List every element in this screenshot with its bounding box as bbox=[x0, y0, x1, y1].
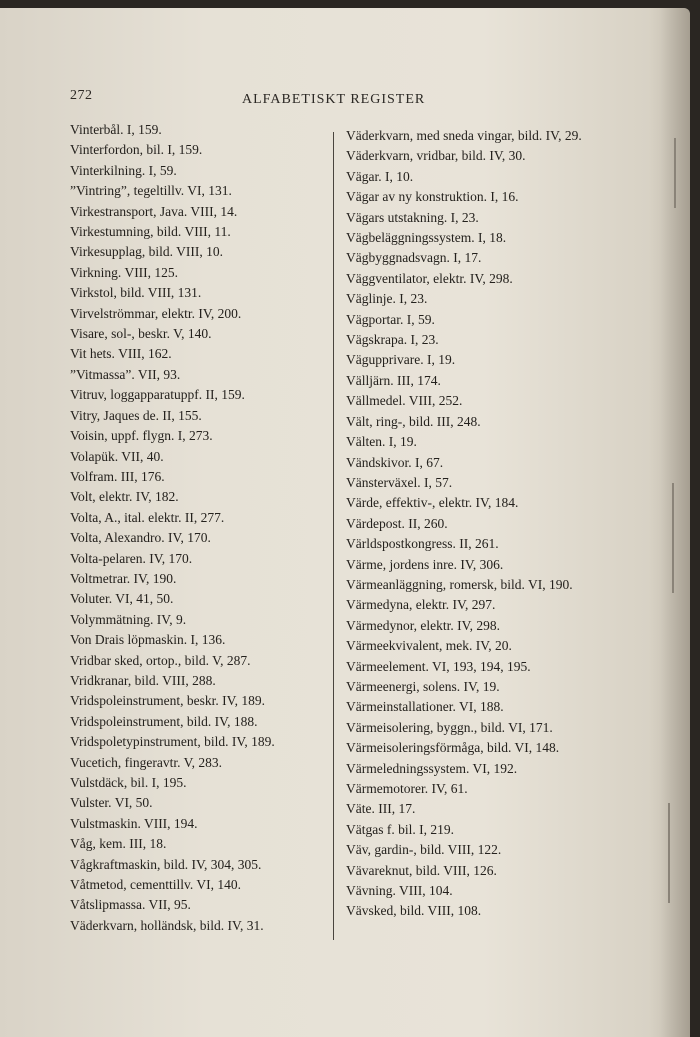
index-entry: Virkestumning, bild. VIII, 11. bbox=[70, 224, 231, 240]
index-entry: Von Drais löpmaskin. I, 136. bbox=[70, 632, 226, 648]
index-entry: Värmedynor, elektr. IV, 298. bbox=[346, 617, 501, 633]
index-entry: Vågkraftmaskin, bild. IV, 304, 305. bbox=[70, 856, 262, 872]
page-number: 272 bbox=[70, 88, 93, 103]
index-entry: Vält, ring-, bild. III, 248. bbox=[346, 413, 481, 429]
index-entry: Världspostkongress. II, 261. bbox=[346, 536, 499, 552]
index-entry: Volfram. III, 176. bbox=[70, 468, 165, 484]
index-entry: Vinterbål. I, 159. bbox=[70, 122, 162, 137]
index-entry: Värmeanläggning, romersk, bild. VI, 190. bbox=[346, 576, 573, 592]
index-entry: Värmemotorer. IV, 61. bbox=[346, 781, 468, 796]
index-entry: Värmeisolering, byggn., bild. VI, 171. bbox=[346, 719, 553, 735]
index-entry: Vägbeläggningssystem. I, 18. bbox=[346, 230, 507, 246]
index-entry: Virvelströmmar, elektr. IV, 200. bbox=[70, 305, 242, 321]
binding-stitch bbox=[674, 138, 676, 208]
index-entry: Vit hets. VIII, 162. bbox=[70, 346, 172, 362]
index-entry: Vävning. VIII, 104. bbox=[346, 883, 453, 899]
binding-stitch bbox=[672, 483, 674, 593]
index-entry: Vändskivor. I, 67. bbox=[346, 454, 444, 470]
index-entry: Välljärn. III, 174. bbox=[346, 372, 441, 388]
index-entry: Vätgas f. bil. I, 219. bbox=[346, 821, 454, 837]
index-entry: Voluter. VI, 41, 50. bbox=[70, 591, 174, 607]
book-page bbox=[0, 8, 690, 1037]
index-entry: Vridspoletypinstrument, bild. IV, 189. bbox=[70, 734, 275, 750]
index-entry: Vägskrapa. I, 23. bbox=[346, 332, 439, 348]
index-entry: Volymmätning. IV, 9. bbox=[70, 611, 187, 627]
index-entry: Värmeledningssystem. VI, 192. bbox=[346, 760, 518, 776]
index-entry: Värmeenergi, solens. IV, 19. bbox=[346, 678, 500, 694]
index-entry: Vänsterväxel. I, 57. bbox=[346, 474, 453, 490]
index-entry: Värmeinstallationer. VI, 188. bbox=[346, 699, 504, 715]
index-entry: Våtmetod, cementtillv. VI, 140. bbox=[70, 877, 241, 893]
index-entry: Volta, Alexandro. IV, 170. bbox=[70, 530, 211, 546]
index-entry: Vägupprivare. I, 19. bbox=[346, 352, 456, 368]
index-entry: Väderkvarn, vridbar, bild. IV, 30. bbox=[346, 148, 526, 164]
index-entry: Värmedyna, elektr. IV, 297. bbox=[346, 597, 496, 613]
index-entry: Vridbar sked, ortop., bild. V, 287. bbox=[70, 652, 251, 668]
index-entry: Värmeelement. VI, 193, 194, 195. bbox=[346, 658, 531, 674]
index-entry: Vävsked, bild. VIII, 108. bbox=[346, 903, 482, 919]
index-column-left bbox=[70, 120, 325, 936]
index-entry: Visare, sol-, beskr. V, 140. bbox=[70, 326, 212, 342]
index-entry: Vägbyggnadsvagn. I, 17. bbox=[346, 250, 482, 266]
index-entry: Vitruv, loggapparatuppf. II, 159. bbox=[70, 387, 245, 403]
index-entry: Väv, gardin-, bild. VIII, 122. bbox=[346, 842, 502, 858]
index-entry: ”Vitmassa”. VII, 93. bbox=[70, 366, 181, 382]
index-entry: Voisin, uppf. flygn. I, 273. bbox=[70, 428, 213, 444]
index-entry: Vägars utstakning. I, 23. bbox=[346, 209, 479, 225]
index-entry: Våtslipmassa. VII, 95. bbox=[70, 897, 191, 913]
index-entry: Vridkranar, bild. VIII, 288. bbox=[70, 672, 216, 688]
index-entry: Värdepost. II, 260. bbox=[346, 515, 448, 531]
index-entry: Vulstmaskin. VIII, 194. bbox=[70, 815, 198, 831]
index-entry: Värde, effektiv-, elektr. IV, 184. bbox=[346, 495, 519, 511]
index-entry: Vällmedel. VIII, 252. bbox=[346, 393, 463, 409]
index-entry: Virkesupplag, bild. VIII, 10. bbox=[70, 244, 224, 260]
index-entry: Väglinje. I, 23. bbox=[346, 291, 428, 307]
index-entry: Vinterkilning. I, 59. bbox=[70, 162, 177, 178]
index-entry: Våg, kem. III, 18. bbox=[70, 836, 167, 852]
index-entry: Vucetich, fingeravtr. V, 283. bbox=[70, 754, 223, 770]
index-entry: Väderkvarn, holländsk, bild. IV, 31. bbox=[70, 917, 264, 933]
index-entry: Volapük. VII, 40. bbox=[70, 448, 164, 464]
index-entry: Väte. III, 17. bbox=[346, 801, 416, 817]
index-entry: Virkning. VIII, 125. bbox=[70, 264, 179, 280]
index-entry: Virkestransport, Java. VIII, 14. bbox=[70, 203, 238, 219]
index-entry: ”Vintring”, tegeltillv. VI, 131. bbox=[70, 183, 232, 199]
index-entry: Vägar av ny konstruktion. I, 16. bbox=[346, 189, 519, 205]
index-entry: Vävareknut, bild. VIII, 126. bbox=[346, 862, 497, 878]
index-entry: Välten. I, 19. bbox=[346, 434, 417, 450]
index-entry: Vitry, Jaques de. II, 155. bbox=[70, 407, 202, 423]
index-entry: Väggventilator, elektr. IV, 298. bbox=[346, 270, 513, 286]
binding-stitch bbox=[668, 803, 670, 903]
index-entry: Volta, A., ital. elektr. II, 277. bbox=[70, 509, 225, 525]
index-entry: Vridspoleinstrument, bild. IV, 188. bbox=[70, 713, 258, 729]
index-entry: Värme, jordens inre. IV, 306. bbox=[346, 556, 504, 572]
index-column-right bbox=[346, 126, 616, 922]
page-title: ALFABETISKT REGISTER bbox=[242, 92, 426, 107]
index-entry: Volta-pelaren. IV, 170. bbox=[70, 550, 193, 566]
index-entry: Virkstol, bild. VIII, 131. bbox=[70, 285, 202, 301]
index-entry: Värmeekvivalent, mek. IV, 20. bbox=[346, 638, 512, 654]
index-entry: Vinterfordon, bil. I, 159. bbox=[70, 142, 203, 158]
index-entry: Vägar. I, 10. bbox=[346, 168, 414, 184]
index-entry: Vulstdäck, bil. I, 195. bbox=[70, 775, 187, 790]
index-entry: Väderkvarn, med sneda vingar, bild. IV, 29. bbox=[346, 128, 582, 143]
index-entry: Vägportar. I, 59. bbox=[346, 311, 435, 327]
index-entry: Värmeisoleringsförmåga, bild. VI, 148. bbox=[346, 740, 560, 756]
index-entry: Vridspoleinstrument, beskr. IV, 189. bbox=[70, 693, 266, 709]
index-entry: Volt, elektr. IV, 182. bbox=[70, 489, 179, 505]
index-entry: Vulster. VI, 50. bbox=[70, 795, 153, 811]
index-entry: Voltmetrar. IV, 190. bbox=[70, 570, 177, 586]
column-divider bbox=[333, 132, 334, 940]
